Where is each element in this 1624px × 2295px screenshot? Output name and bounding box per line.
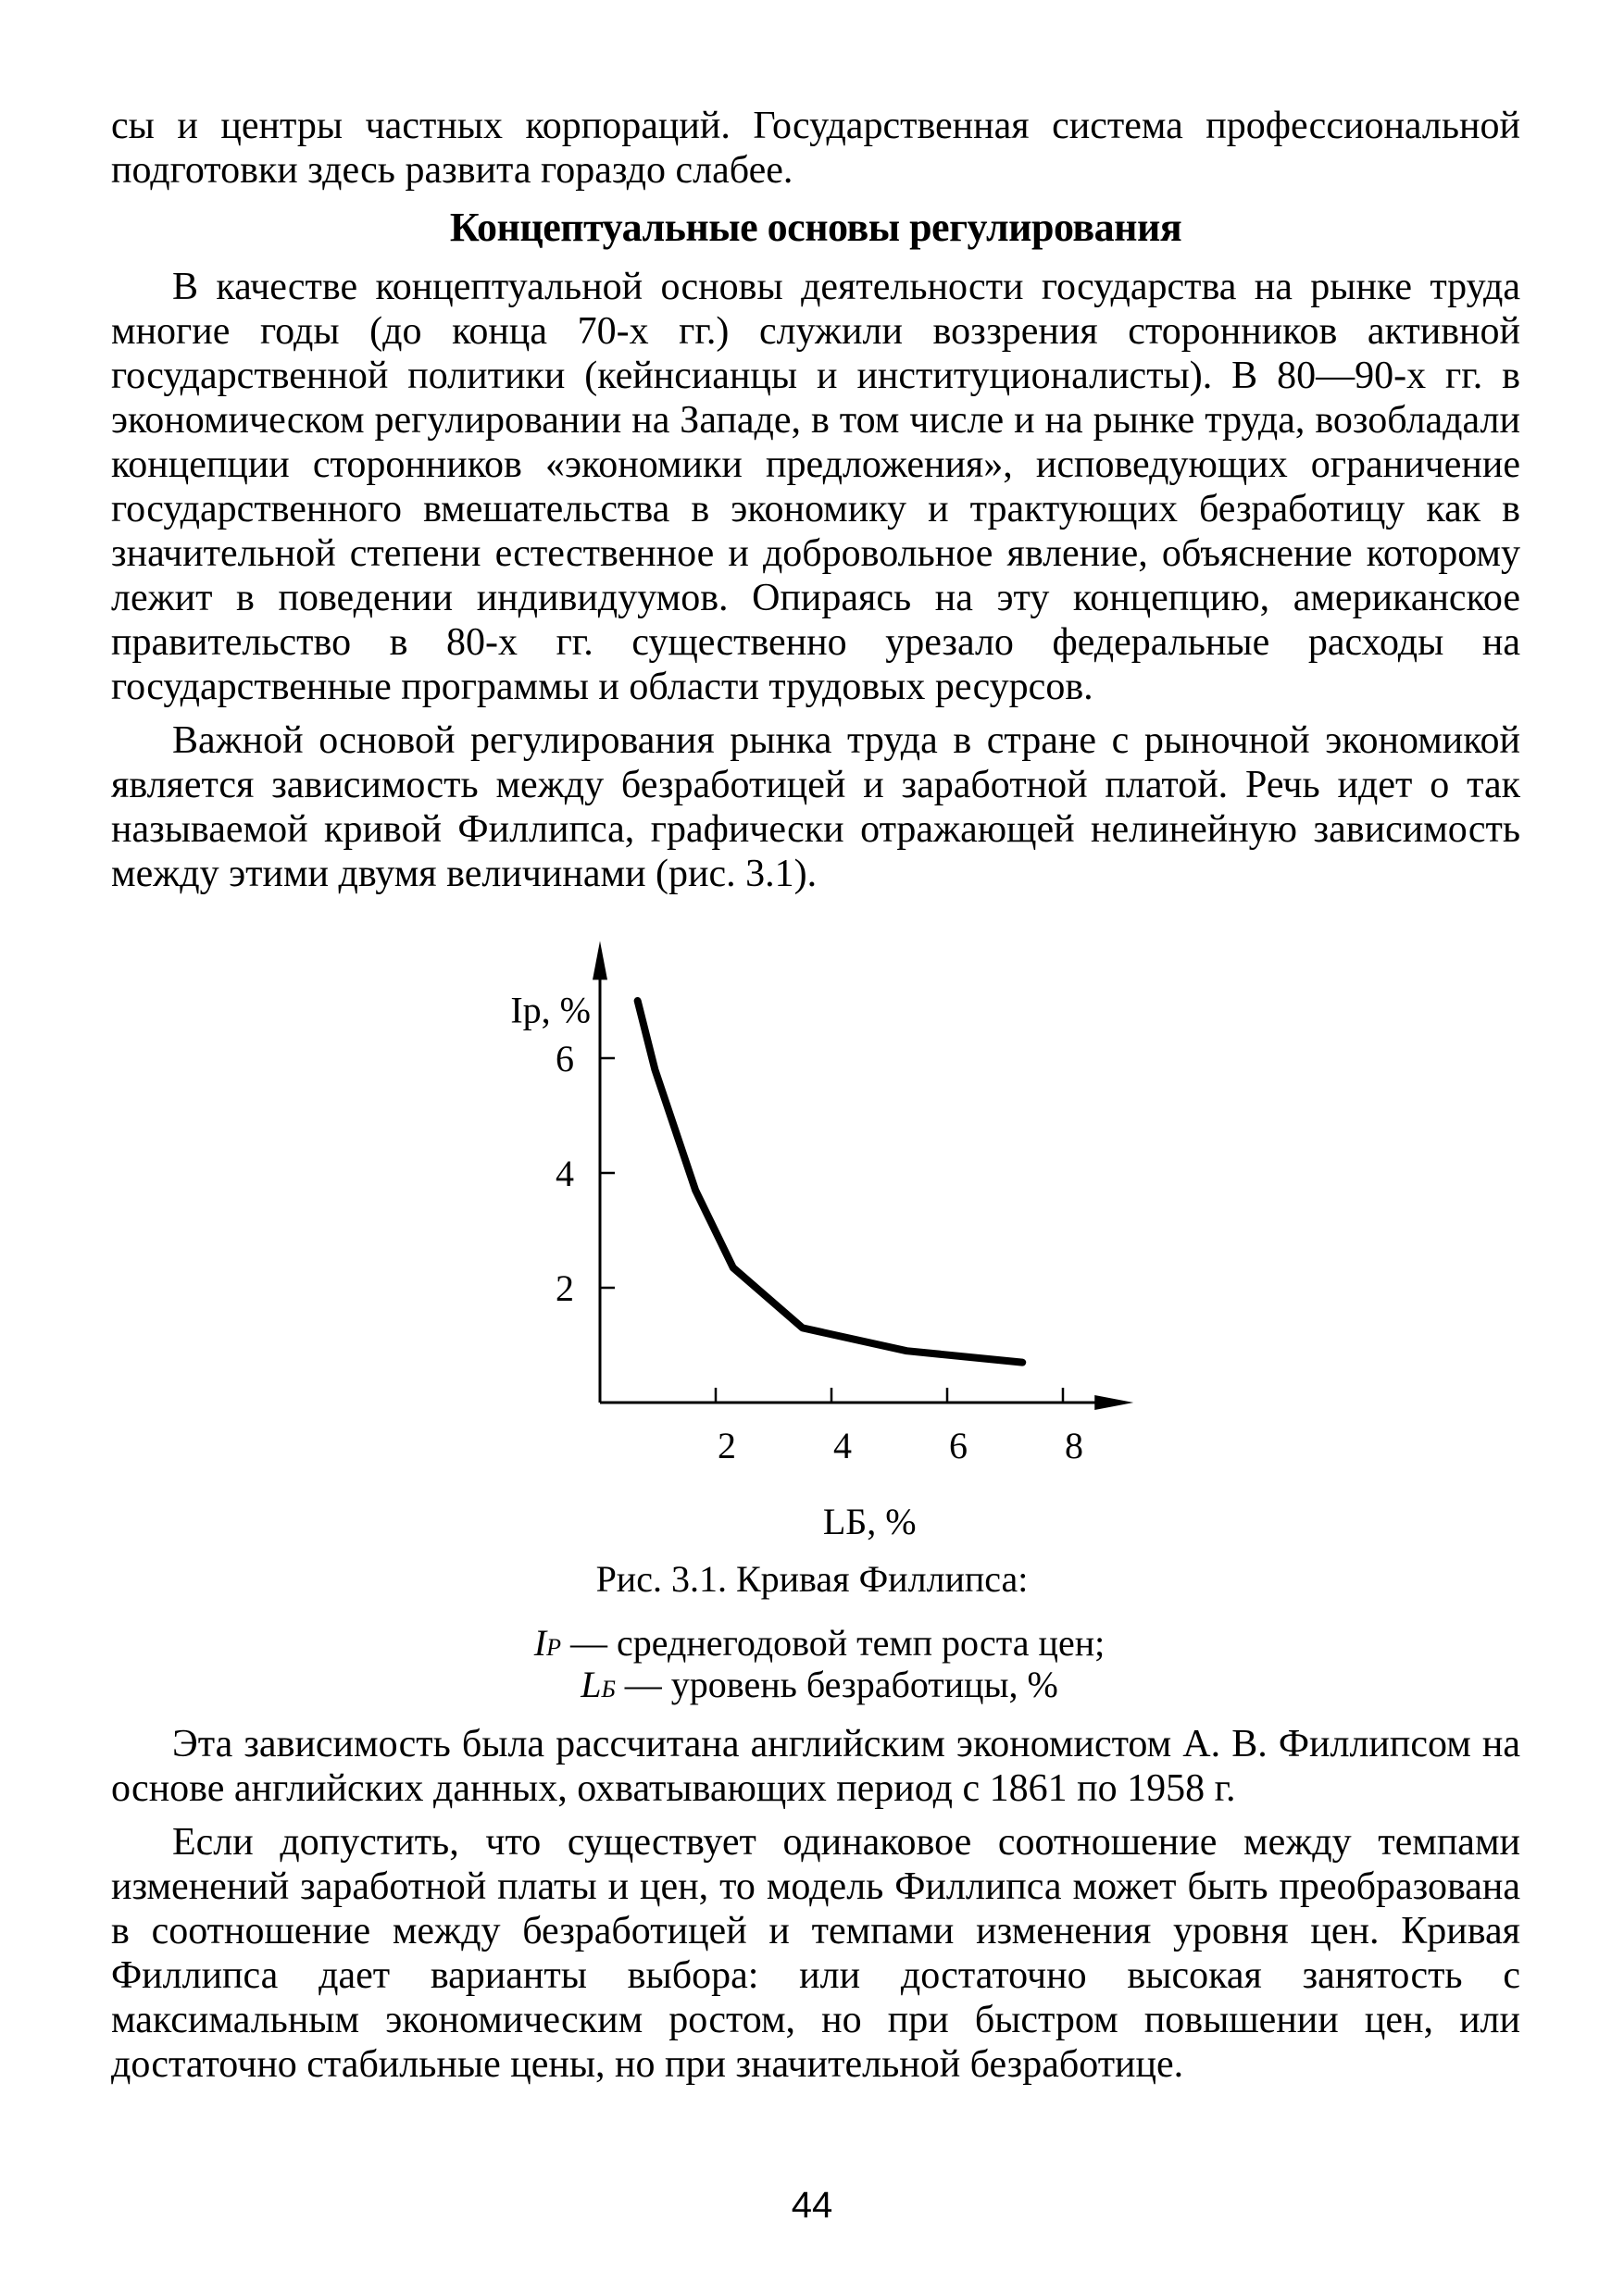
figure-caption: Рис. 3.1. Кривая Филлипса:: [595, 1558, 1029, 1600]
x-axis-arrow: [1094, 1395, 1133, 1410]
legend-lb-sub: Б: [601, 1676, 616, 1703]
after-figure-text: [111, 1722, 1520, 2087]
paragraph-4: Если допустить, что существует одинаковое соотношение между темпами изменений заработной платы и цен, то модель Филлипса может быть преобразована в соотношение между безработицей и темпами изменения уровня цен. Кривая Филлипса дает варианты выбора: или достаточно высокая занятость с максимальным экономическим ростом, но при быстром повышении цен, или достаточно стабильные цены, но при значительной безработице.: [111, 1821, 1520, 2086]
legend-ip-sub: P: [546, 1634, 561, 1661]
phillips-curve-line: [638, 1001, 1023, 1363]
page-number: 44: [791, 2185, 833, 2226]
x-tick-label: 2: [718, 1425, 736, 1466]
chart-series: [638, 1001, 1023, 1363]
paragraph-2: Важной основой регулирования рынка труда в стране с рыночной экономикой является зависимость между безработицей и заработной платой. Речь идет о так называемой кривой Филлипса, графически отражающей нелинейную зависимость между этими двумя величинами (рис. 3.1).: [111, 719, 1520, 895]
legend-lb-line: [468, 1666, 1171, 1708]
top-paragraph: сы и центры частных корпораций. Государственная система профессиональной подготовки здесь развита гораздо слабее.: [111, 105, 1520, 192]
legend-lb-text: — уровень безработицы, %: [615, 1664, 1058, 1705]
y-axis-arrow: [593, 941, 607, 979]
paragraph-1: В качестве концептуальной основы деятельности государства на рынке труда многие годы (до конца 70-х гг.) служили воззрения сторонников активной государственной политики (кейнсианцы и институционалисты). В 80—90-х гг. в экономическом регулировании на Западе, в том числе и на рынке труда, возобладали концепции сторонников «экономики предложения», исповедующих ограничение государственного вмешательства в экономику и трактующих безработицу как в значительной степени естественное и добровольное явление, объяснение которому лежит в поведении индивидуумов. Опираясь на эту концепцию, американское правительство в 80-х гг. существенно урезало федеральные расходы на государственные программы и области трудовых ресурсов.: [111, 266, 1520, 708]
figure-legend: [468, 1622, 1171, 1708]
section-title: Концептуальные основы регулирования: [449, 205, 1182, 250]
y-tick-label: 6: [556, 1038, 574, 1079]
x-axis-label: LБ, %: [822, 1501, 917, 1542]
legend-ip-line: [468, 1622, 1171, 1666]
y-tick-label: 4: [556, 1153, 574, 1194]
paragraph-3: Эта зависимость была рассчитана английским экономистом А. В. Филлипсом на основе английских данных, охватывающих период с 1861 по 1958 г.: [111, 1723, 1520, 1810]
x-tick-label: 4: [833, 1425, 852, 1466]
legend-ip-text: — среднегодовой темп роста цен;: [560, 1622, 1106, 1664]
x-tick-label: 8: [1065, 1425, 1083, 1466]
y-tick-label: 2: [556, 1267, 574, 1309]
y-axis-label: Iр, %: [510, 989, 591, 1031]
x-tick-label: 6: [949, 1425, 968, 1466]
legend-ip-symbol: I: [533, 1622, 547, 1664]
legend-lb-symbol: L: [581, 1664, 602, 1705]
